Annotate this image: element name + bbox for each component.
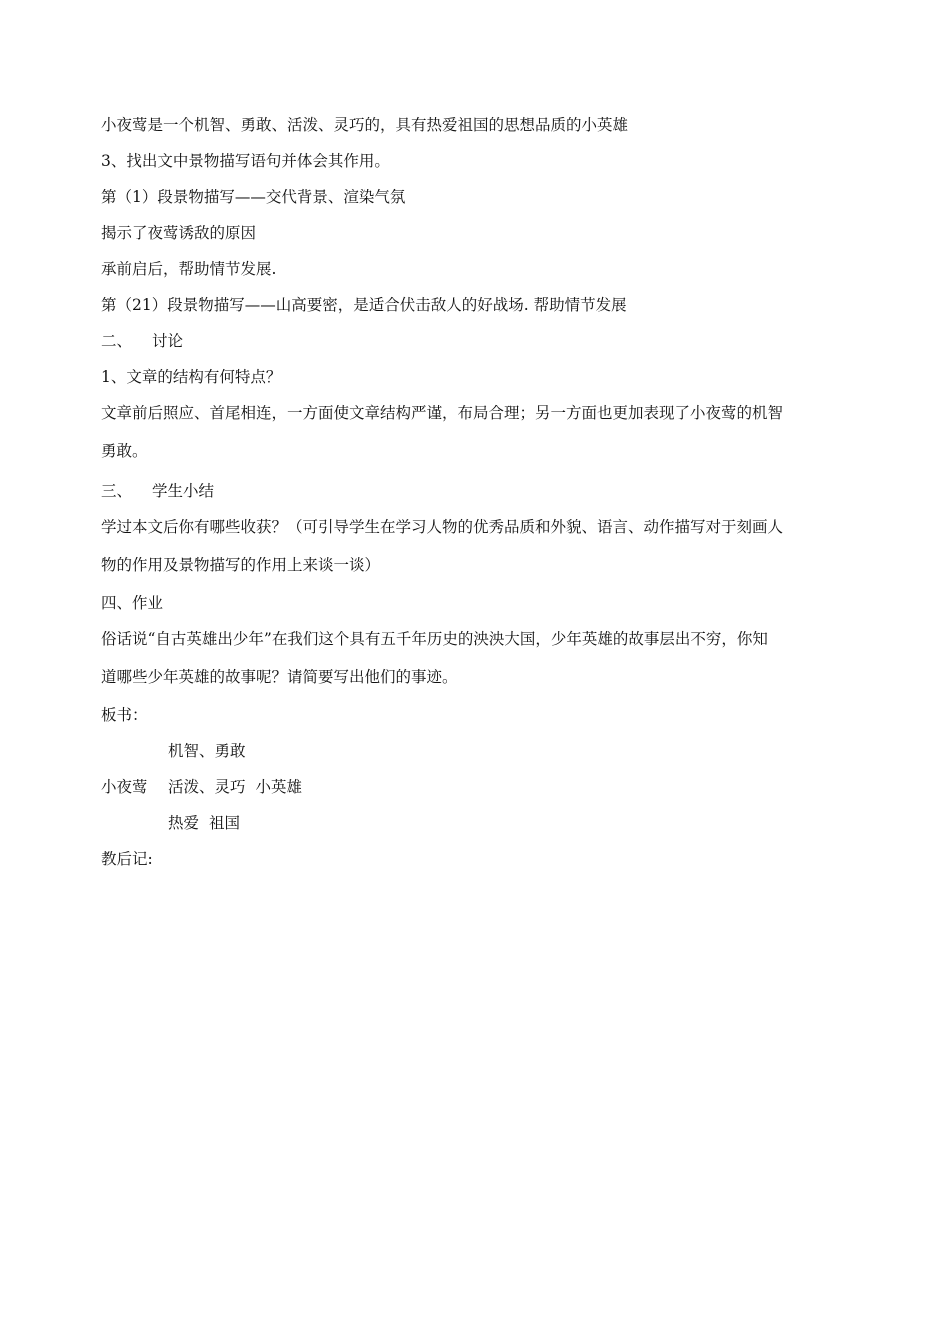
board-subject: 小夜莺	[101, 778, 148, 796]
section-number: 二、	[101, 332, 133, 350]
board-love: 热爱	[168, 814, 200, 832]
scene-effect-2: 承前启后，帮助情节发展.	[101, 260, 277, 278]
homework-line-2: 道哪些少年英雄的故事呢？请简要写出他们的事迹。	[101, 668, 458, 686]
section-title: 学生小结	[152, 482, 215, 500]
board-label: 板书：	[101, 706, 148, 724]
section-discussion-heading	[101, 331, 851, 351]
homework-line-1: 俗话说“自古英雄出少年”在我们这个具有五千年历史的泱泱大国，少年英雄的故事层出不穷，你知	[101, 630, 768, 648]
scene-description-1: 第（1）段景物描写——交代背景、渲染气氛	[101, 188, 406, 206]
scene-effect-1: 揭示了夜莺诱敌的原因	[101, 224, 257, 242]
summary-line-1: 学过本文后你有哪些收获？（可引导学生在学习人物的优秀品质和外貌、语言、动作描写对于刻画人	[101, 518, 784, 536]
summary-line-2: 物的作用及景物描写的作用上来谈一谈）	[101, 556, 381, 574]
answer-line-2: 勇敢。	[101, 442, 148, 460]
section-summary-heading	[101, 481, 851, 501]
board-country: 祖国	[209, 814, 241, 832]
board-row-3	[168, 813, 918, 833]
section-homework-heading: 四、作业	[101, 594, 164, 612]
board-row-2	[101, 777, 851, 797]
discussion-question-1: 1、文章的结构有何特点？	[101, 368, 282, 386]
paragraph-summary: 小夜莺是一个机智、勇敢、活泼、灵巧的，具有热爱祖国的思想品质的小英雄	[101, 116, 629, 134]
after-class-notes: 教后记:	[101, 850, 153, 868]
board-conclusion: 小英雄	[255, 778, 303, 796]
section-title: 讨论	[152, 332, 184, 350]
board-traits: 活泼、灵巧	[168, 778, 246, 796]
answer-line-1: 文章前后照应、首尾相连，一方面使文章结构严谨，布局合理；另一方面也更加表现了小夜莺的机智	[101, 404, 784, 422]
question-3: 3、找出文中景物描写语句并体会其作用。	[101, 152, 390, 170]
section-number: 三、	[101, 482, 133, 500]
board-row-1: 机智、勇敢	[168, 742, 246, 760]
scene-description-21: 第（21）段景物描写——山高要密，是适合伏击敌人的好战场. 帮助情节发展	[101, 296, 627, 314]
